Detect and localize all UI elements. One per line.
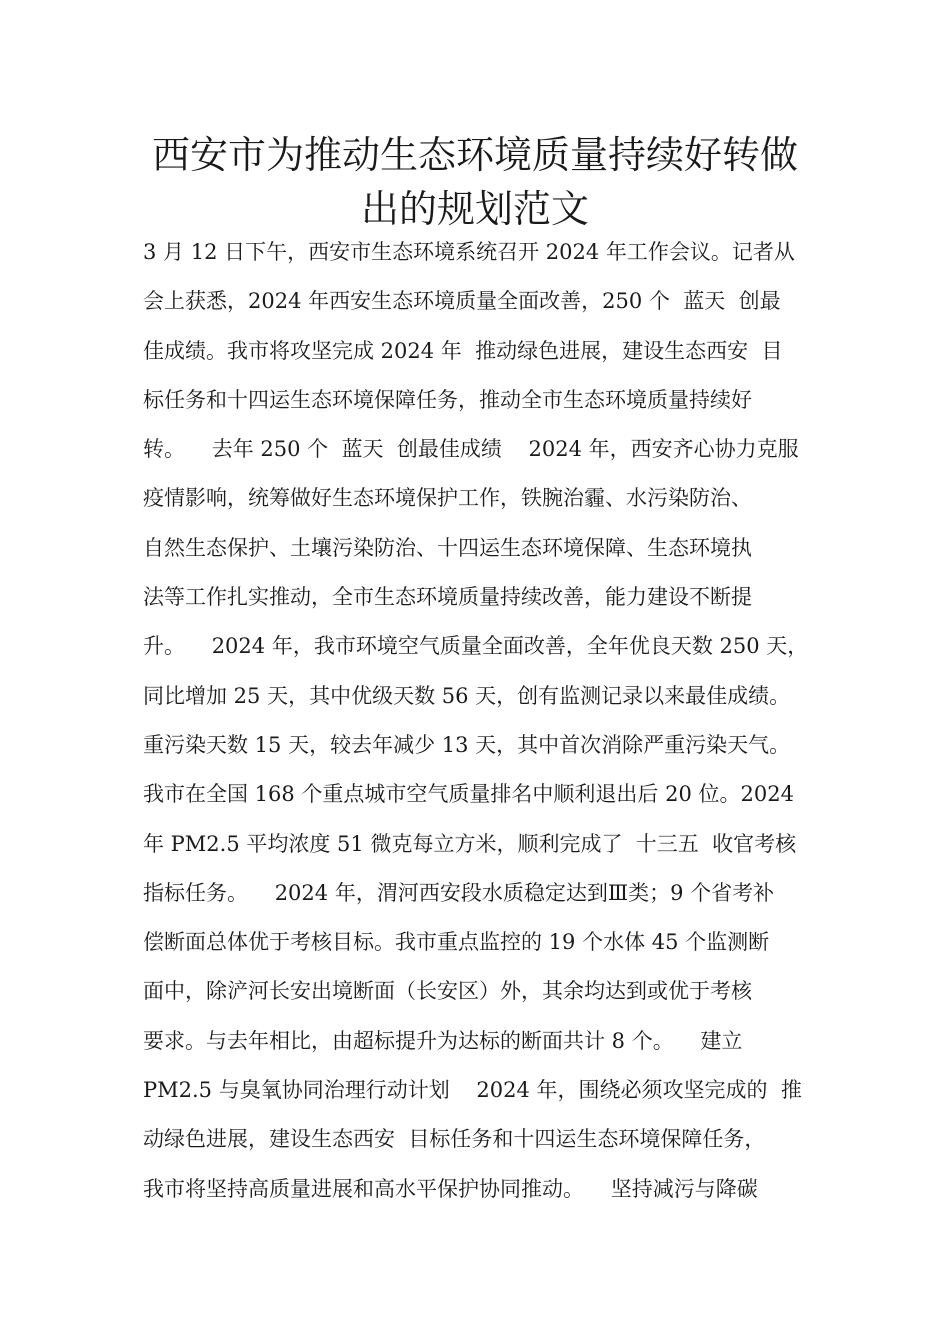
body-line: 要求。与去年相比，由超标提升为达标的断面共计 8 个。 建立 bbox=[143, 1028, 743, 1053]
body-line: 转。 去年 250 个 蓝天 创最佳成绩 2024 年，西安齐心协力克服 bbox=[143, 437, 799, 462]
document-title bbox=[100, 128, 850, 236]
body-line: 我市在全国 168 个重点城市空气质量排名中顺利退出后 20 位。2024 bbox=[143, 782, 794, 807]
body-line: 标任务和十四运生态环境保障任务，推动全市生态环境质量持续好 bbox=[143, 387, 752, 412]
body-line: 我市将坚持高质量进展和高水平保护协同推动。 坚持减污与降碳 bbox=[143, 1176, 758, 1201]
body-line: 面中，除浐河长安出境断面（长安区）外，其余均达到或优于考核 bbox=[143, 979, 752, 1004]
body-line: 会上获悉，2024 年西安生态环境质量全面改善，250 个 蓝天 创最 bbox=[143, 289, 781, 314]
title-line-2: 出的规划范文 bbox=[360, 187, 589, 231]
document-body bbox=[143, 228, 843, 1214]
body-line: 升。 2024 年，我市环境空气质量全面改善，全年优良天数 250 天， bbox=[143, 634, 809, 659]
body-line: 重污染天数 15 天，较去年减少 13 天，其中首次消除严重污染天气。 bbox=[143, 732, 791, 757]
body-line: 自然生态保护、土壤污染防治、十四运生态环境保障、生态环境执 bbox=[143, 535, 752, 560]
body-line: PM2.5 与臭氧协同治理行动计划 2024 年，围绕必须攻坚完成的 推 bbox=[143, 1078, 802, 1103]
body-line: 疫情影响，统筹做好生态环境保护工作，铁腕治霾、水污染防治、 bbox=[143, 486, 752, 511]
body-line: 年 PM2.5 平均浓度 51 微克每立方米，顺利完成了 十三五 收官考核 bbox=[143, 831, 797, 856]
body-line: 佳成绩。我市将攻坚完成 2024 年 推动绿色进展，建设生态西安 目 bbox=[143, 338, 783, 363]
body-line: 指标任务。 2024 年，渭河西安段水质稳定达到Ⅲ类；9 个省考补 bbox=[143, 880, 775, 905]
body-line: 偿断面总体优于考核目标。我市重点监控的 19 个水体 45 个监测断 bbox=[143, 930, 770, 955]
body-line: 同比增加 25 天，其中优级天数 56 天，创有监测记录以来最佳成绩。 bbox=[143, 683, 791, 708]
title-line-1: 西安市为推动生态环境质量持续好转做 bbox=[151, 133, 798, 177]
body-line: 法等工作扎实推动，全市生态环境质量持续改善，能力建设不断提 bbox=[143, 585, 752, 610]
body-line: 3 月 12 日下午，西安市生态环境系统召开 2024 年工作会议。记者从 bbox=[143, 240, 795, 264]
body-line: 动绿色进展，建设生态西安 目标任务和十四运生态环境保障任务， bbox=[143, 1127, 766, 1152]
